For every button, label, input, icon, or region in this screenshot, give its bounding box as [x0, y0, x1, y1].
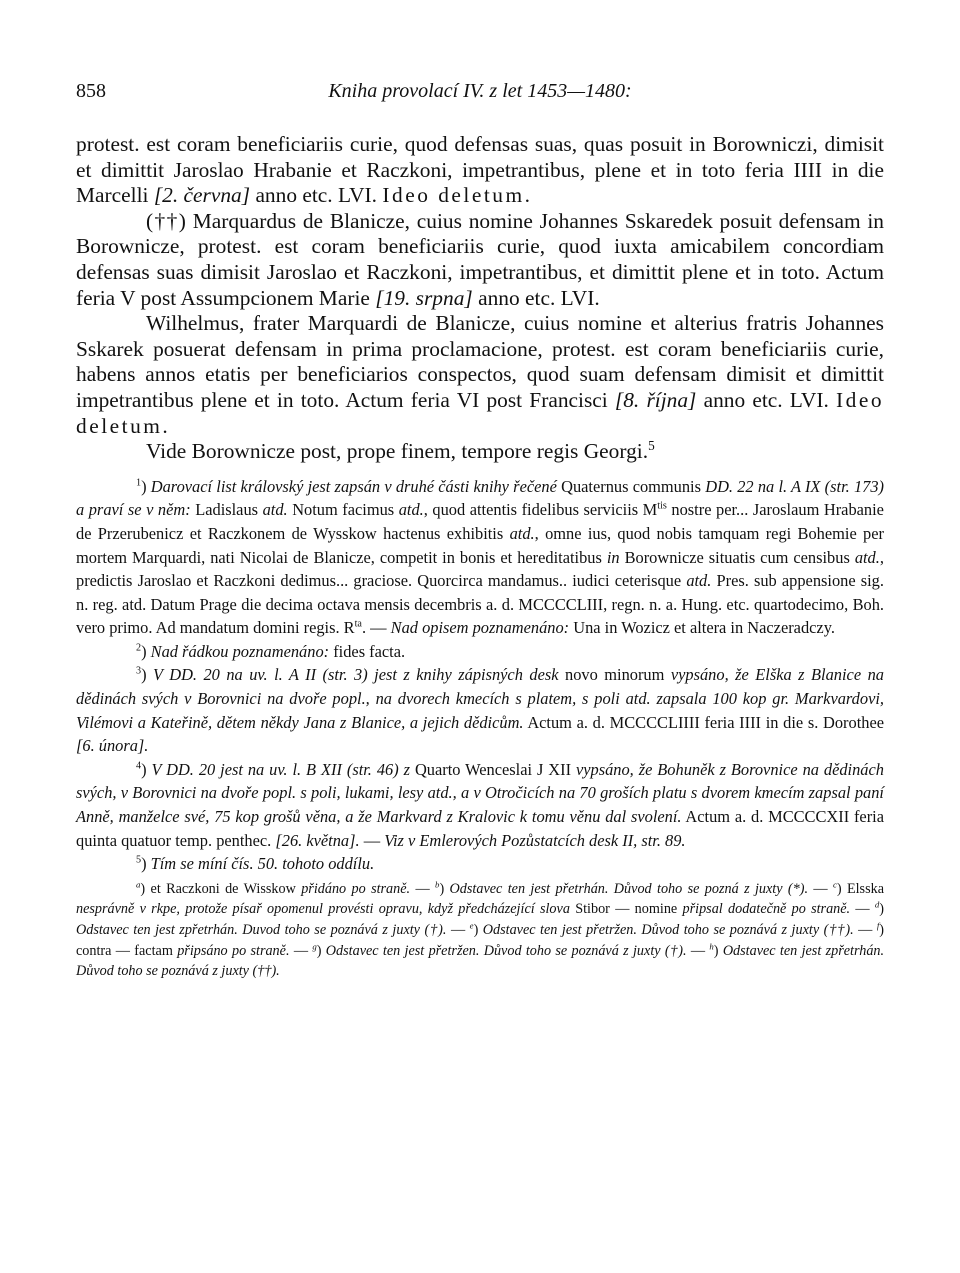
footnote-5: $^5$) Tím se míní čís. 50. tohoto oddílu. [136, 854, 375, 874]
footnote-marker: 2 [136, 642, 142, 654]
critical-apparatus [76, 879, 884, 982]
running-title: Kniha provolací IV. z let 1453—1480: [328, 80, 632, 102]
footnote-text: , predictis Jaroslao et Raczkoni dedimus... graciose. Quorcirca mandamus.. iudici ceterisque [76, 547, 884, 591]
page-header [76, 68, 884, 102]
footnote-text: Ladislaus [195, 500, 259, 520]
apparatus-text: přidáno po straně. [301, 880, 411, 897]
footnote-text: , quod attentis fidelibus serviciis M [423, 500, 658, 520]
footnote-text: V DD. 20 na uv. l. A II (str. 3) jest z knihy zápisných desk [153, 665, 559, 685]
footnote-text: atd. [398, 500, 424, 520]
apparatus-notes: $^a$) et Raczkoni de Wisskow přidáno po straně. — $^b$) Odstavec ten jest přetrhán. Důvod toho se pozná z juxty (*). — $^c$) Elsska nesprávně v rkpe, protože písař opomenul provésti opravu, když předcházející slova Stibor — nomine připsal dodatečně po straně. — $^d$) Odstavec ten jest zpřetrhán. Duvod toho se poznává z juxty (†). — $^e$) Odstavec ten jest přetržen. Důvod toho se poznává z juxty (††). — $^f$) contra — factam připsáno po straně. — $^g$) Odstavec ten jest přetržen. Důvod toho se poznává z juxty (†). — $^h$) Odstavec ten jest zpřetrhán. Důvod toho se poznává z juxty (††). [76, 879, 885, 980]
footnote-text: fides facta. [333, 641, 406, 661]
apparatus-text: — [813, 880, 828, 897]
footnote-text: . — [361, 618, 387, 638]
footnote-text: atd. [509, 523, 535, 543]
footnote-2: $^2$) Nad řádkou poznamenáno: fides facta. [136, 641, 406, 661]
entry-1-text: protest. est coram beneficiariis curie, quod defensas suas, quas posuit in Borowniczi, dimisit et dimittit Jaroslao Hrabanie et Raczkoni, impetrantibus, plene et in toto feria IIII in die Marcelli [76, 132, 884, 208]
footnote-marker: 3 [136, 666, 142, 677]
apparatus-marker: b [435, 879, 440, 890]
entry-1-year: anno etc. LVI. [255, 183, 378, 208]
entry-3-text: Wilhelmus, frater Marquardi de Blanicze, cuius nomine et alterius fratris Johannes Sskarek posuerat defensam in prima proclamacione, protest. est coram beneficiariis curie, habens annos etatis per beneficiarios conspectos, quod suam defensam dimisit et dimittit impetrantibus plene et in toto. Actum feria VI post Francisci [76, 311, 884, 412]
entry-2-year: anno etc. LVI. [478, 285, 600, 310]
apparatus-text: — [293, 942, 309, 959]
footnote-text: [26. května]. [275, 830, 360, 850]
apparatus-marker: h [709, 940, 714, 951]
apparatus-text: Elsska [846, 880, 884, 897]
footnote-text: , omne ius, quod nobis tamquam regi Bohemie per mortem Marquardi, nati Nicolai de Blanicze, competit in bonis et hereditatibus [76, 523, 884, 567]
footnote-text: novo minorum [565, 665, 665, 685]
footnote-text: Darovací list královský jest zapsán v druhé části knihy řečené [150, 476, 557, 496]
entry-3-deleted: Ideo deletum. [76, 387, 885, 438]
footnote-text: Una in Wozicz et altera in Naczeradczy. [573, 618, 835, 638]
footnote-text: Actum a. d. MCCCCXII feria quinta quatuor temp. penthec. [76, 807, 884, 850]
apparatus-text: Odstavec ten jest zpřetrhán. Duvod toho se poznává z juxty (†). [76, 922, 447, 938]
footnote-marker: 5 [136, 854, 142, 866]
apparatus-text: — [450, 922, 466, 938]
entry-paragraph-3 [76, 311, 884, 439]
apparatus-marker: g [312, 940, 317, 951]
footnote-1: $^1$) Darovací list královský jest zapsán v druhé části knihy řečené Quaternus communis DD. 22 na l. A IX (str. 173) a praví se v něm: Ladislaus atd. Notum facimus atd., quod attentis fidelibus serviciis $M^{tis}$ nostre per... Jaroslaum Hrabanie de Przerubenicz et Raczkonem de Wysskow hactenus exhibitis atd., omne ius, quod nobis tamquam regi Bohemie per mortem Marquardi, nati Nicolai de Blanicze, competit in bonis et hereditatibus in Borownicze situatis cum censibus atd., predictis Jaroslao et Raczkoni dedimus... graciose. Quorcirca mandamus.. iudici ceterisque atd. Pres. sub appensione sig. n. reg. atd. Datum Prage die decima octava mensis decembris a. d. MCCCCLIII, regn. n. a. Hung. etc. quartodecimo, Boh. vero primo. Ad mandatum domini regis. $R^{ta}$. — Nad opisem poznamenáno: Una in Wozicz et altera in Naczeradczy. [76, 476, 884, 638]
footnote-text: Tím se míní čís. 50. tohoto oddílu. [150, 854, 375, 874]
footnote-text: Actum a. d. MCCCCLIIII feria IIII in die s. Dorothee [527, 712, 884, 732]
footnotes [76, 475, 884, 876]
footnote-marker: 4 [136, 760, 142, 772]
footnote-text: vypsáno, že Elška z Blanice na dědinách svých v Borovnici na dvoře popl., na dvorech kmecích s platem, s poli atd. zapsala 100 kop gr. Markvardovi, Vilémovi a Kateřině, dětem někdy Jana z Blanice, a jejich dědicům. [76, 665, 884, 732]
footnote-text: atd. [686, 571, 712, 591]
apparatus-text: — [690, 942, 706, 959]
entry-1-deleted: Ideo deletum. [382, 183, 533, 208]
apparatus-text: Odstavec ten jest zpřetrhán. Důvod toho se poznává z juxty (††). [76, 942, 885, 980]
apparatus-text: Odstavec ten jest přetržen. Důvod toho se poznává z juxty (†). [325, 942, 687, 959]
apparatus-marker: a [136, 879, 141, 890]
footnote-text: Quarto Wenceslai J XII [414, 759, 572, 779]
apparatus-marker: f [876, 920, 880, 931]
apparatus-text: et Raczkoni de Wisskow [150, 880, 296, 897]
footnote-text: Nad řádkou poznamenáno: [150, 641, 330, 661]
entry-1-date: [2. června] [153, 183, 251, 208]
apparatus-marker: d [874, 899, 880, 910]
apparatus-text: Stibor — nomine [575, 901, 678, 918]
footnote-text: V DD. 20 jest na uv. l. B XII (str. 46) z [151, 759, 410, 779]
apparatus-text: — [415, 880, 430, 897]
footnote-4: $^4$) V DD. 20 jest na uv. l. B XII (str. 46) z Quarto Wenceslai J XII vypsáno, že Bohuněk z Borovnice na dědinách svých, v Borovnici na dvoře popl. s poli, lukami, lesy atd., a v Otročicích na 70 groších platu s dvorem kmecím zapsal paní Anně, manželce své, 75 kop grošů věna, a že Markvard z Kralovic k tomu věnu dal svolení. Actum a. d. MCCCCXII feria quinta quatuor temp. penthec. [26. května]. — Viz v Emlerových Pozůstatcích desk II, str. 89. [76, 759, 884, 850]
entry-3-year: anno etc. LVI. [703, 387, 829, 412]
footnote-text: nostre per... Jaroslaum Hrabanie de Przerubenicz et Raczkonem de Wysskow hactenus exhibitis [76, 500, 884, 543]
footnote-text: in [606, 547, 620, 567]
footnote-text: Nad opisem poznamenáno: [390, 618, 570, 638]
footnote-marker: 1 [136, 477, 142, 489]
footnote-text: vypsáno, že Bohuněk z Borovnice na dědinách svých, v Borovnici na dvoře popl. s poli, lukami, lesy atd., a v Otročicích na 70 groších platu s dvorem kmecím zapsal paní Anně, manželce své, 75 kop grošů věna, a že Markvard z Kralovic k tomu věnu dal svolení. [76, 759, 884, 827]
footnote-3: $^3$) V DD. 20 na uv. l. A II (str. 3) jest z knihy zápisných desk novo minorum vypsáno, že Elška z Blanice na dědinách svých v Borovnici na dvoře popl., na dvorech kmecích s platem, s poli atd. zapsala 100 kop gr. Markvardovi, Vilémovi a Kateřině, dětem někdy Jana z Blanice, a jejich dědicům. Actum a. d. MCCCCLIIII feria IIII in die s. Dorothee [6. února]. [76, 665, 884, 756]
apparatus-text: Odstavec ten jest přetržen. Důvod toho se poznává z juxty (††). [482, 922, 854, 938]
page-number: 858 [76, 80, 106, 102]
apparatus-text: nesprávně v rkpe, protože písař opomenul provésti opravu, když předcházející slova [76, 901, 570, 918]
entry-3-date: [8. října] [614, 387, 697, 412]
main-text [76, 132, 884, 465]
apparatus-marker: e [469, 920, 474, 931]
apparatus-text: připsal dodatečně po straně. [682, 901, 851, 918]
footnote-text: Pres. sub appensione sig. n. reg. atd. Datum Prage die decima octava mensis decembris a. d. MCCCCLIII, regn. n. a. Hung. etc. quartodecimo, Boh. vero primo. Ad mandatum domini regis. R [76, 571, 884, 638]
entry-2-date: [19. srpna] [375, 285, 473, 310]
footnote-text: tis [657, 500, 667, 512]
book-page [76, 68, 884, 982]
entry-paragraph-4 [76, 439, 884, 465]
apparatus-text: — [858, 922, 873, 938]
entry-paragraph-1 [76, 132, 884, 209]
footnote-text: Borownicze situatis cum censibus [624, 547, 850, 567]
footnote-ref-5: 5 [648, 438, 655, 453]
apparatus-text: contra — factam [76, 942, 173, 959]
apparatus-text: — [855, 901, 870, 918]
footnote-text: atd. [262, 500, 288, 520]
footnote-text: atd. [854, 547, 880, 567]
apparatus-text: připsáno po straně. [177, 942, 290, 959]
footnote-text: Notum facimus [292, 500, 395, 520]
entry-2-text: (††) Marquardus de Blanicze, cuius nomine Johannes Sskaredek posuit defensam in Borownicze, protest. est coram beneficiariis curie, quod iuxta amicabilem concordiam defensas suas dimisit Jaroslao et Raczkoni, impetrantibus, et dimittit plene et in toto. Actum feria V post Assumpcionem Marie [76, 208, 884, 310]
footnote-text: Quaternus communis [561, 476, 701, 496]
footnote-text: Viz v Emlerových Pozůstatcích desk II, str. 89. [384, 830, 686, 850]
apparatus-text: Odstavec ten jest přetrhán. Důvod toho se pozná z juxty (*). [449, 880, 808, 897]
footnote-text: DD. 22 na l. A IX (str. 173) a praví se v něm: [76, 476, 884, 520]
apparatus-marker: c [832, 879, 837, 890]
footnote-text: — [363, 830, 381, 850]
footnote-text: ta [354, 618, 362, 630]
entry-4-text: Vide Borownicze post, prope finem, tempore regis Georgi. [146, 439, 649, 464]
entry-paragraph-2 [76, 209, 884, 311]
footnote-text: [6. února]. [76, 736, 149, 756]
